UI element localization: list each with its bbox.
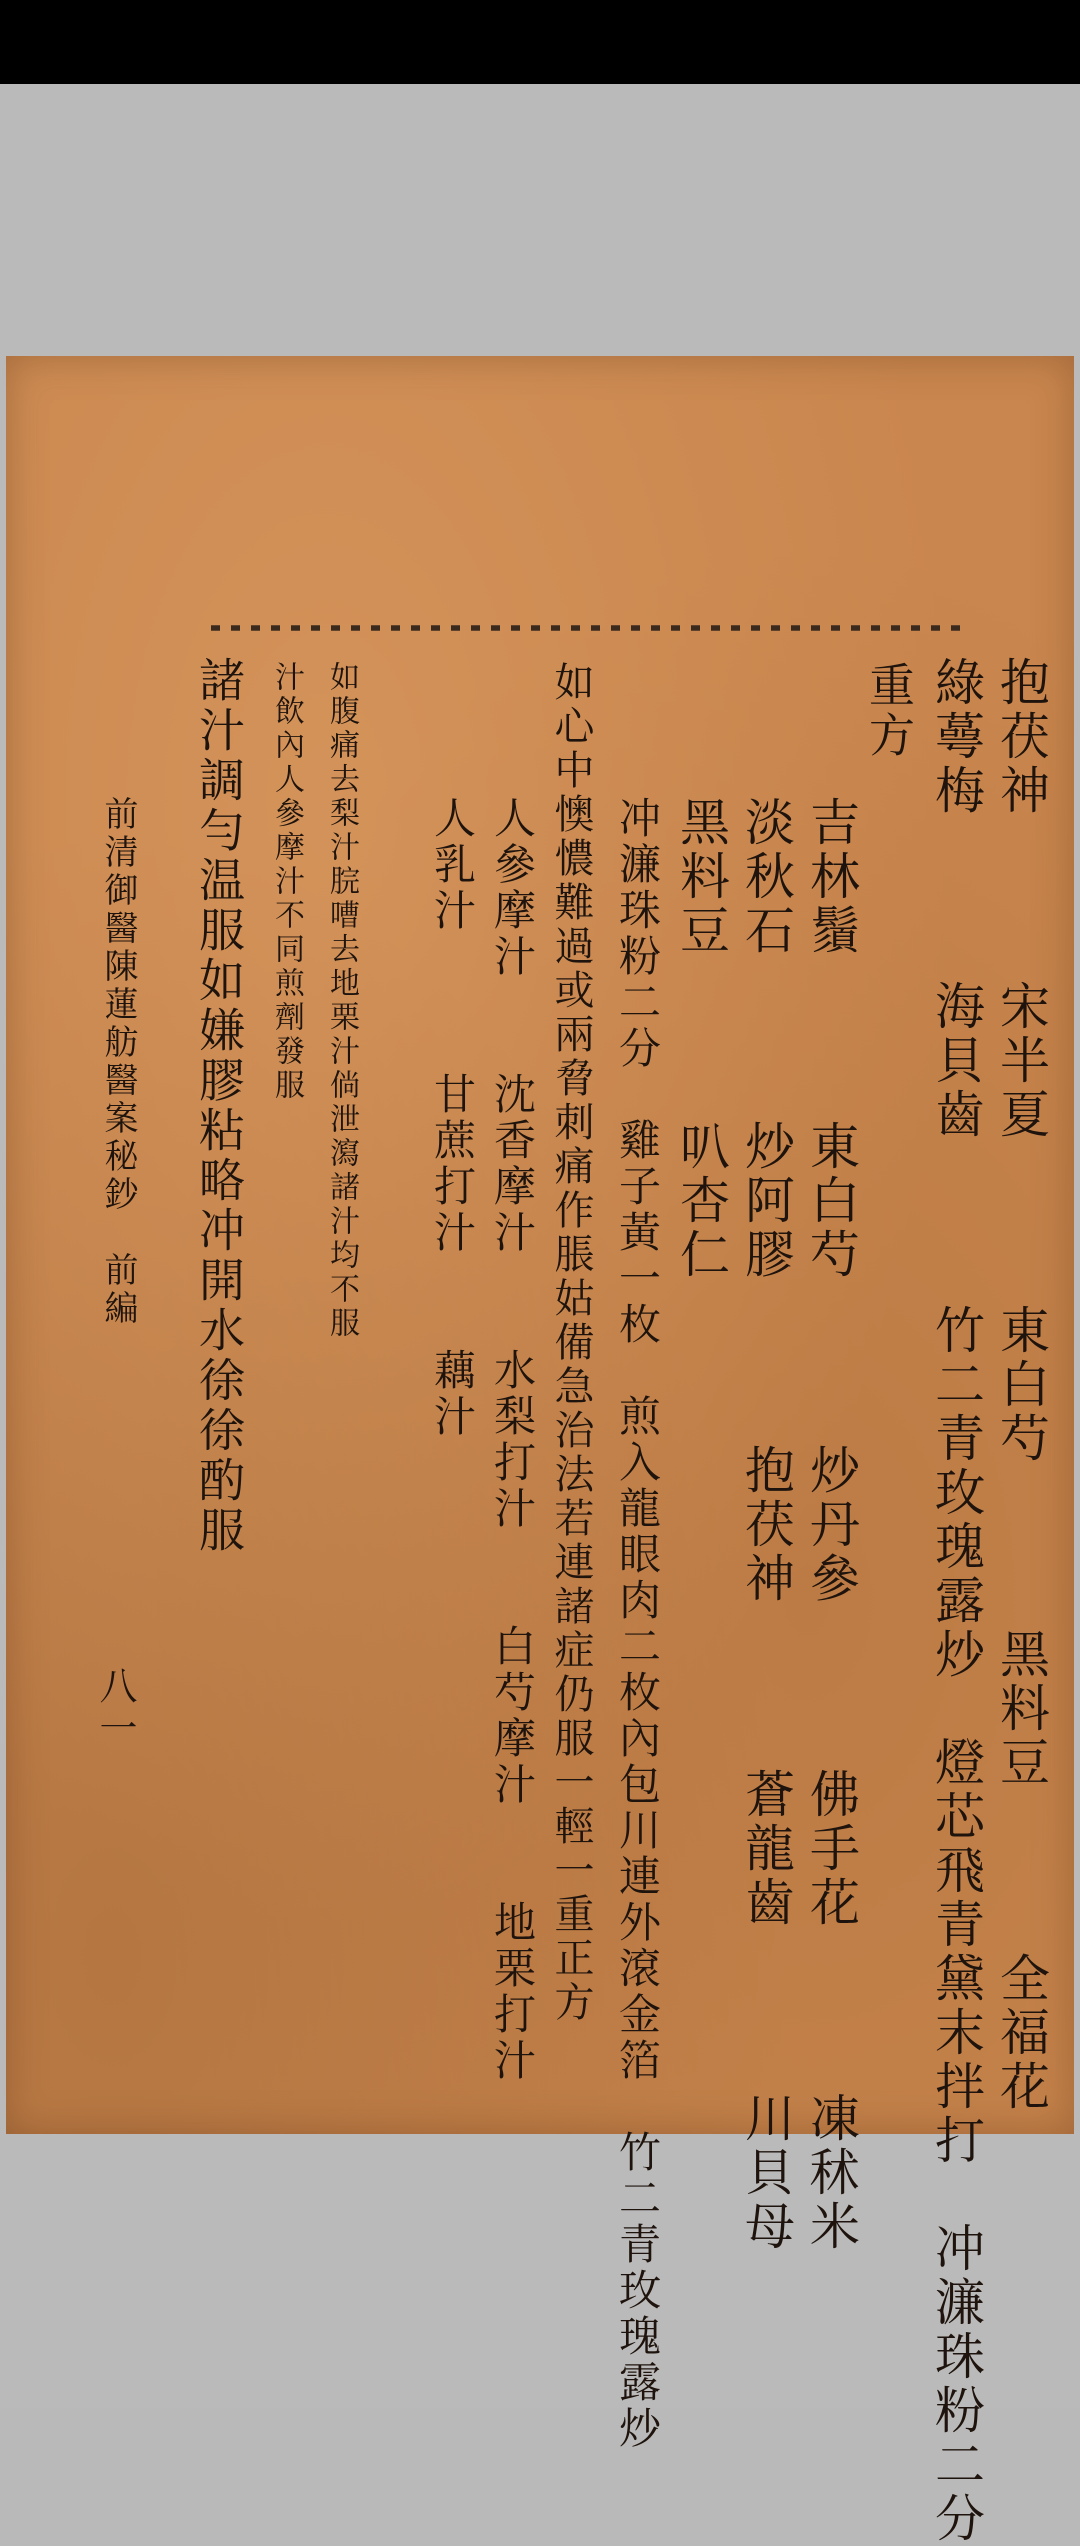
text-column-7: 冲濂珠粉二分 雞子黃一枚 煎入龍眼肉二枚內包川連外滾金箔 竹二青玫瑰露炒: [613, 796, 662, 2452]
text-column-8: 如心中懊憹難過或兩脅刺痛作脹姑備急治法若連諸症仍服一輕一重正方: [548, 661, 594, 2025]
text-column-1: 抱茯神 宋半夏 東白芍 黑料豆 全福花: [992, 656, 1050, 2114]
running-footer: 前清御醫陳蓮舫醫案秘鈔 前編: [98, 796, 138, 1328]
text-column-3: 重方: [862, 661, 916, 761]
text-column-12: 汁飲內人參摩汁不同煎劑發服: [269, 661, 304, 1103]
text-column-11: 如腹痛去梨汁脘嘈去地栗汁倘泄瀉諸汁均不服: [324, 661, 359, 1341]
text-column-13: 諸汁調勻温服如嫌膠粘略冲開水徐徐酌服: [192, 656, 246, 1556]
text-column-10: 人乳汁 甘蔗打汁 藕汁: [428, 796, 477, 1440]
decorative-divider: [206, 621, 966, 635]
text-column-9: 人參摩汁 沈香摩汁 水梨打汁 白芍摩汁 地栗打汁: [488, 796, 537, 2084]
status-bar: [0, 0, 1080, 84]
text-column-5: 淡秋石 炒阿膠 抱茯神 蒼龍齒 川貝母: [737, 796, 795, 2254]
text-column-6: 黑料豆 叭杏仁: [672, 796, 730, 1282]
text-column-4: 吉林鬚 東白芍 炒丹參 佛手花 凍秫米: [802, 796, 860, 2254]
scanned-page: [6, 356, 1074, 2546]
page-number: 八一: [93, 1666, 137, 1750]
text-column-2: 綠蕚梅 海貝齒 竹二青玫瑰露炒 燈芯飛青黛末拌打 冲濂珠粉二分: [927, 656, 985, 2546]
